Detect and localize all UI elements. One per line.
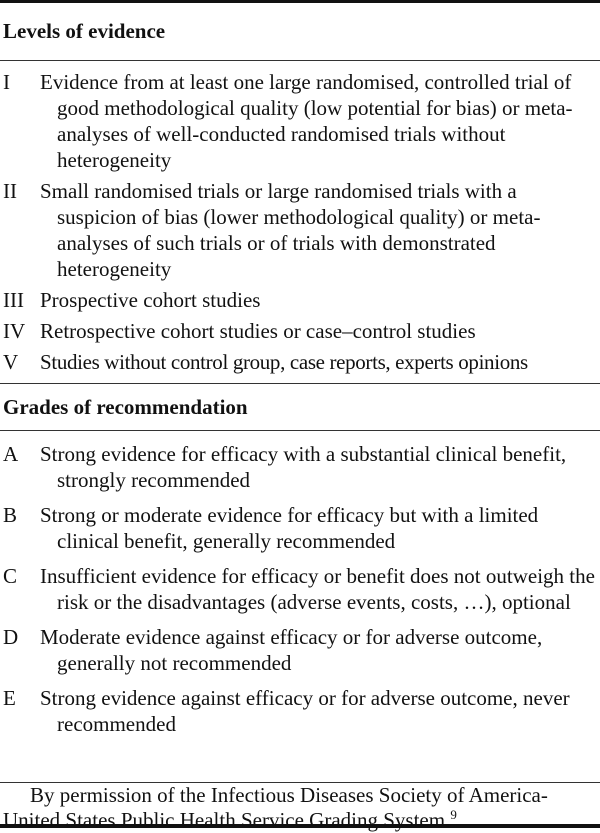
levels-section [0,61,600,384]
grade-code: E [3,686,16,710]
table-footnote [0,783,600,832]
level-code: V [3,350,19,374]
level-text: Studies without control group, case reports, experts opinions [40,350,528,374]
level-text: Prospective cohort studies [40,288,261,312]
level-row [0,285,600,316]
level-code: III [3,288,24,312]
grade-row [0,620,600,681]
footnote-text: United States Public Health Service Grading System. [3,808,451,832]
grade-row [0,681,600,742]
grades-section [0,431,600,783]
levels-heading: Levels of evidence [0,3,600,61]
level-row [0,67,600,176]
grades-heading: Grades of recommendation [0,384,600,431]
footnote-line-2 [3,808,597,833]
grade-text: Strong evidence against efficacy or for adverse outcome, never recommended [40,686,570,736]
grade-row [0,559,600,620]
grade-code: B [3,503,18,527]
level-code: II [3,179,17,203]
level-text: Small randomised trials or large randomised trials with a suspicion of bias (lower methodological quality) or meta-analyses of such trials or of trials with demonstrated heterogeneity [40,179,541,281]
grade-code: A [3,442,19,466]
level-row [0,316,600,347]
grade-text: Insufficient evidence for efficacy or benefit does not outweigh the risk or the disadvantages (adverse events, costs, …), optional [40,564,595,614]
footnote-reference: 9 [450,807,457,822]
grade-text: Moderate evidence against efficacy or for adverse outcome, generally not recommended [40,625,543,675]
grade-row [0,498,600,559]
grade-text: Strong evidence for efficacy with a substantial clinical benefit, strongly recommended [40,442,567,492]
level-text: Retrospective cohort studies or case–control studies [40,319,476,343]
grade-row [0,437,600,498]
footnote-line-1: By permission of the Infectious Diseases Society of America- [30,783,548,807]
grade-code: D [3,625,19,649]
level-code: I [3,70,10,94]
level-code: IV [3,319,26,343]
grade-text: Strong or moderate evidence for efficacy but with a limited clinical benefit, generally recommended [40,503,539,553]
grade-code: C [3,564,18,588]
level-row [0,347,600,378]
level-text: Evidence from at least one large randomised, controlled trial of good methodological quality (low potential for bias) or meta-analyses of well-conducted randomised trials without heterogeneity [40,70,573,172]
level-row [0,176,600,285]
